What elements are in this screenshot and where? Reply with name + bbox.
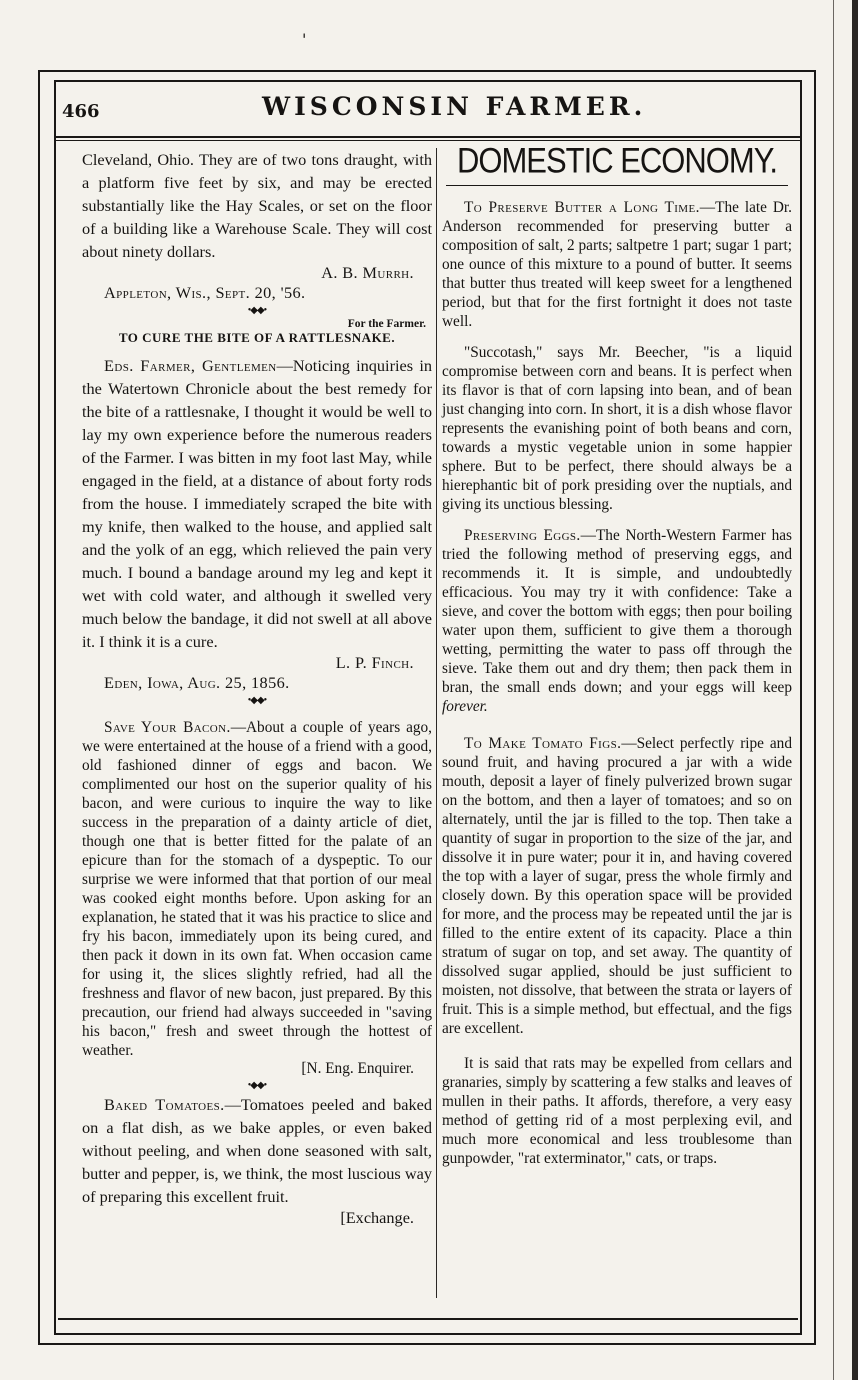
continuation-dateline: Appleton, Wis., Sept. 20, '56. — [104, 283, 306, 302]
eggs-body: —The North-Western Farmer has tried the following method of preserving eggs, and recommends it. It is simple, and undoubtedly efficacious. You may try it with confidence: Take a sieve, and cover the bottom with eggs; then pour boiling water upon them, sufficient to give them a thorough wetting, permitting the water to pass off through the sieve. Take them out and dry them; then pack them in bran, the small ends down; and your eggs will keep — [442, 527, 792, 696]
tomatoes-source: [Exchange. — [340, 1208, 414, 1227]
bacon-heading: Save Your Bacon. — [104, 719, 231, 736]
stray-mark: ' — [302, 30, 307, 49]
right-column — [442, 141, 792, 1168]
separator-ornament: •◆◆• — [247, 1080, 267, 1091]
rattlesnake-body: Eds. Farmer, Gentlemen—Noticing inquiries in the Watertown Chronicle about the best remedy for the bite of a rattlesnake, I thought it would be well to lay my own experience before the numerous readers of the Farmer. I was bitten in my foot last May, while engaged in the field, at a distance of about forty rods from the house. I immediately scraped the bite with my knife, then walked to the house, and applied salt and the yolk of an egg, which relieved the pain very much. I bound a bandage around my leg and kept it wet with cold water, and although it swelled very much below the bandage, it did not swell at all above it. I think it is a cure. — [82, 356, 432, 651]
rattlesnake-article — [82, 318, 432, 693]
eggs-emphasis: forever. — [442, 698, 488, 715]
tomato-figs-body: —Select perfectly ripe and sound fruit, and having procured a jar with a wide mouth, deposit a layer of finely pulverized brown sugar on the bottom, and then a layer of tomatoes; and so on alternately, until the jar is filled to the top. Then take a quantity of sugar in proportion to the size of the jar, and dissolve it in pure water; pour it in, and having covered the top with a layer of sugar, press the whole firmly and closely down. By this operation space will be provided for more, and the process may be repeated until the jar is filled to the entire extent of its capacity. Place a thin stratum of sugar on top, and set away. The quantity of dissolved sugar applied, should be just sufficient to moisten, not dissolve, that between the strata or layers of fruit. This is a simple method, but effectual, and the figs are excellent. — [442, 735, 792, 1037]
continuation-signature: A. B. Murrh. — [321, 263, 414, 282]
journal-title: WISCONSIN FARMER. — [262, 92, 647, 121]
tomatoes-body: —Tomatoes peeled and baked on a flat dish, as we bake apples, or even baked without peeling, and when done seasoned with salt, butter and pepper, is, we think, the most luscious way of preparing this excellent fruit. — [82, 1095, 432, 1206]
eggs-article — [442, 526, 792, 716]
tomatoes-heading: Baked Tomatoes. — [104, 1095, 225, 1114]
scan-edge-line — [833, 0, 834, 1380]
scan-edge — [852, 0, 858, 1380]
separator-ornament: •◆◆• — [247, 695, 267, 706]
butter-body: —The late Dr. Anderson recommended for preserving butter a composition of salt, 2 parts; saltpetre 1 part; sugar 1 part; one ounce of this mixture to a pound of butter. It seems that butter thus treated will keep sweet for a lengthened period, but that for the first fortnight it does not taste well. — [442, 199, 792, 330]
bacon-body: —About a couple of years ago, we were entertained at the house of a friend with a good, old fashioned dinner of eggs and bacon. We complimented our host on the superior quality of his bacon, and were curious to inquire the way to like success in the preparation of a dainty article of diet, though one that is better fitted for the palate of an epicure than for the stomach of a dyspeptic. To our surprise we were informed that that portion of our meal was cooked eight months before. Upon asking for an explanation, he stated that it was his practice to slice and fry his bacon, immediately upon its being cured, and then pack it down in its own fat. When occasion came for using it, the slices slightly refried, had all the freshness and flavor of new bacon, just prepared. By this precaution, our friend had always succeeded in "saving his bacon," fresh and sweet through the hottest of weather. — [82, 719, 432, 1059]
rats-article: It is said that rats may be expelled from cellars and granaries, simply by scattering a few stalks and leaves of mullen in their paths. It affords, therefore, a very easy method of getting rid of a most perplexing evil, and much more economical and less troublesome than gunpowder, "rat exterminator," cats, or traps. — [442, 1055, 792, 1167]
section-title: DOMESTIC ECONOMY. — [456, 140, 778, 181]
succotash-article: "Succotash," says Mr. Beecher, "is a liquid compromise between corn and beans. It is perfect when its flavor is that of corn lapsing into bean, and of bean just changing into corn. In short, it is a dish whose flavor represents the evanishing point of both beans and corn, towards a mystic vegetable union in some happier sphere. But to be perfect, there should always be a hierephantic bit of pork presiding over the nuptials, and giving its unctious blessing. — [442, 344, 792, 513]
tomatoes-article — [82, 1093, 432, 1228]
header-rule — [56, 136, 800, 138]
for-the-farmer-label: For the Farmer. — [347, 318, 426, 330]
rattlesnake-signature: L. P. Finch. — [335, 653, 414, 672]
bacon-source: [N. Eng. Enquirer. — [301, 1060, 414, 1077]
section-title-rule — [446, 185, 788, 186]
continuation-article — [82, 148, 432, 303]
butter-heading: To Preserve Butter a Long Time. — [464, 199, 700, 216]
page-number: 466 — [62, 101, 100, 122]
bacon-article — [82, 718, 432, 1078]
column-divider — [436, 148, 437, 1298]
tomato-figs-article — [442, 734, 792, 1038]
eggs-heading: Preserving Eggs. — [464, 527, 581, 544]
rattlesnake-title: TO CURE THE BITE OF A RATTLESNAKE. — [118, 330, 396, 345]
bottom-rule — [58, 1318, 798, 1320]
left-column — [82, 148, 432, 1228]
separator-ornament: •◆◆• — [247, 305, 267, 316]
tomato-figs-heading: To Make Tomato Figs. — [464, 735, 622, 752]
rattlesnake-salutation: Eds. Farmer, Gentlemen — [104, 356, 277, 375]
continuation-text: Cleveland, Ohio. They are of two tons draught, with a platform five feet by six, and may be erected substantially like the Hay Scales, or set on the floor of a building like a Warehouse Scale. They will cost about ninety dollars. — [82, 150, 432, 261]
rattlesnake-dateline: Eden, Iowa, Aug. 25, 1856. — [104, 673, 290, 692]
butter-article — [442, 198, 792, 331]
